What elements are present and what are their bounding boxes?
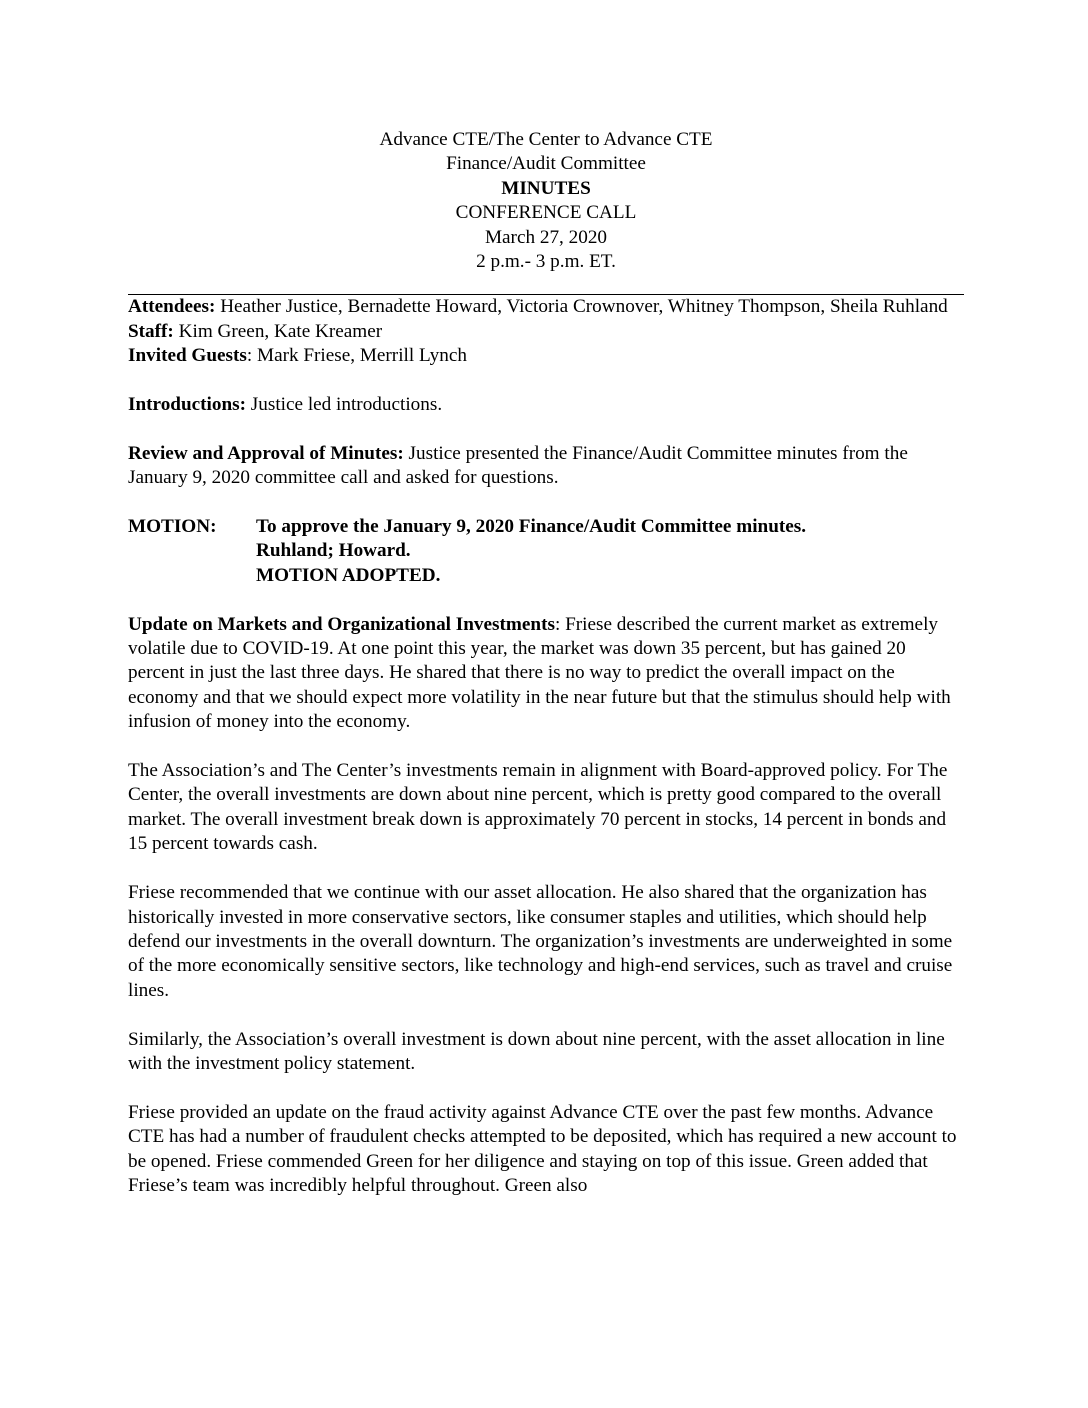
header-minutes-title: MINUTES [501, 177, 591, 199]
attendees-line [128, 295, 964, 319]
guests-line [128, 344, 964, 368]
staff-names: Kim Green, Kate Kreamer [173, 320, 383, 342]
markets-label: Update on Markets and Organizational Investments [128, 613, 555, 635]
header-meeting-type: CONFERENCE CALL [455, 202, 637, 224]
header-committee: Finance/Audit Committee [446, 153, 646, 175]
attendees-label: Attendees: [128, 296, 216, 318]
allocation-paragraph: Friese recommended that we continue with our asset allocation. He also shared that the organization has historically invested in more conservative sectors, like consumer staples and utilities, which should help defend our investments in the overall downturn. The organization’s investments are underweighted in some of the more economically sensitive sectors, like technology and high-end services, such as travel and cruise lines. [128, 882, 953, 1001]
motion-text: To approve the January 9, 2020 Finance/Audit Committee minutes. [256, 516, 807, 538]
introductions-paragraph [128, 393, 964, 417]
motion-block [128, 515, 964, 588]
review-label: Review and Approval of Minutes: [128, 442, 404, 464]
markets-paragraph [128, 613, 964, 735]
header-organization: Advance CTE/The Center to Advance CTE [379, 129, 713, 150]
motion-result: MOTION ADOPTED. [256, 564, 441, 586]
guests-label: Invited Guests [128, 345, 247, 367]
review-paragraph [128, 442, 964, 491]
fraud-paragraph: Friese provided an update on the fraud activity against Advance CTE over the past few months. Advance CTE has had a number of fraudulent checks attempted to be deposited, which has required a new account to be opened. Friese commended Green for her diligence and staying on top of this issue. Green added that Friese’s team was incredibly helpful throughout. Green also [128, 1101, 957, 1196]
motion-movers: Ruhland; Howard. [256, 540, 411, 562]
header-date: March 27, 2020 [484, 226, 608, 248]
introductions-text: Justice led introductions. [246, 394, 443, 416]
review-text: Justice presented the Finance/Audit Committee minutes from the January 9, 2020 committee call and asked for questions. [128, 442, 908, 489]
attendees-section [128, 295, 964, 368]
document-header [128, 128, 964, 274]
guests-names: : Mark Friese, Merrill Lynch [246, 345, 467, 367]
attendees-names: Heather Justice, Bernadette Howard, Victoria Crownover, Whitney Thompson, Sheila Ruhland [215, 296, 948, 318]
staff-label: Staff: [128, 320, 174, 342]
introductions-label: Introductions: [128, 394, 246, 416]
document-content [128, 128, 964, 1223]
staff-line [128, 320, 964, 344]
markets-text: : Friese described the current market as extremely volatile due to COVID-19. At one point this year, the market was down 35 percent, but has gained 20 percent in just the last three days. He shared that there is no way to predict the overall impact on the economy and that we should expect more volatility in the near future but that the stimulus should help with infusion of money into the economy. [128, 613, 951, 733]
investments-paragraph: The Association’s and The Center’s investments remain in alignment with Board-approved policy. For The Center, the overall investments are down about nine percent, which is pretty good compared to the overall market. The overall investment break down is approximately 70 percent in stocks, 14 percent in bonds and 15 percent towards cash. [128, 760, 948, 855]
association-paragraph: Similarly, the Association’s overall investment is down about nine percent, with the asset allocation in line with the investment policy statement. [128, 1028, 945, 1074]
motion-label: MOTION: [128, 516, 217, 538]
motion-body [256, 515, 806, 588]
header-time: 2 p.m.- 3 p.m. ET. [476, 251, 616, 273]
